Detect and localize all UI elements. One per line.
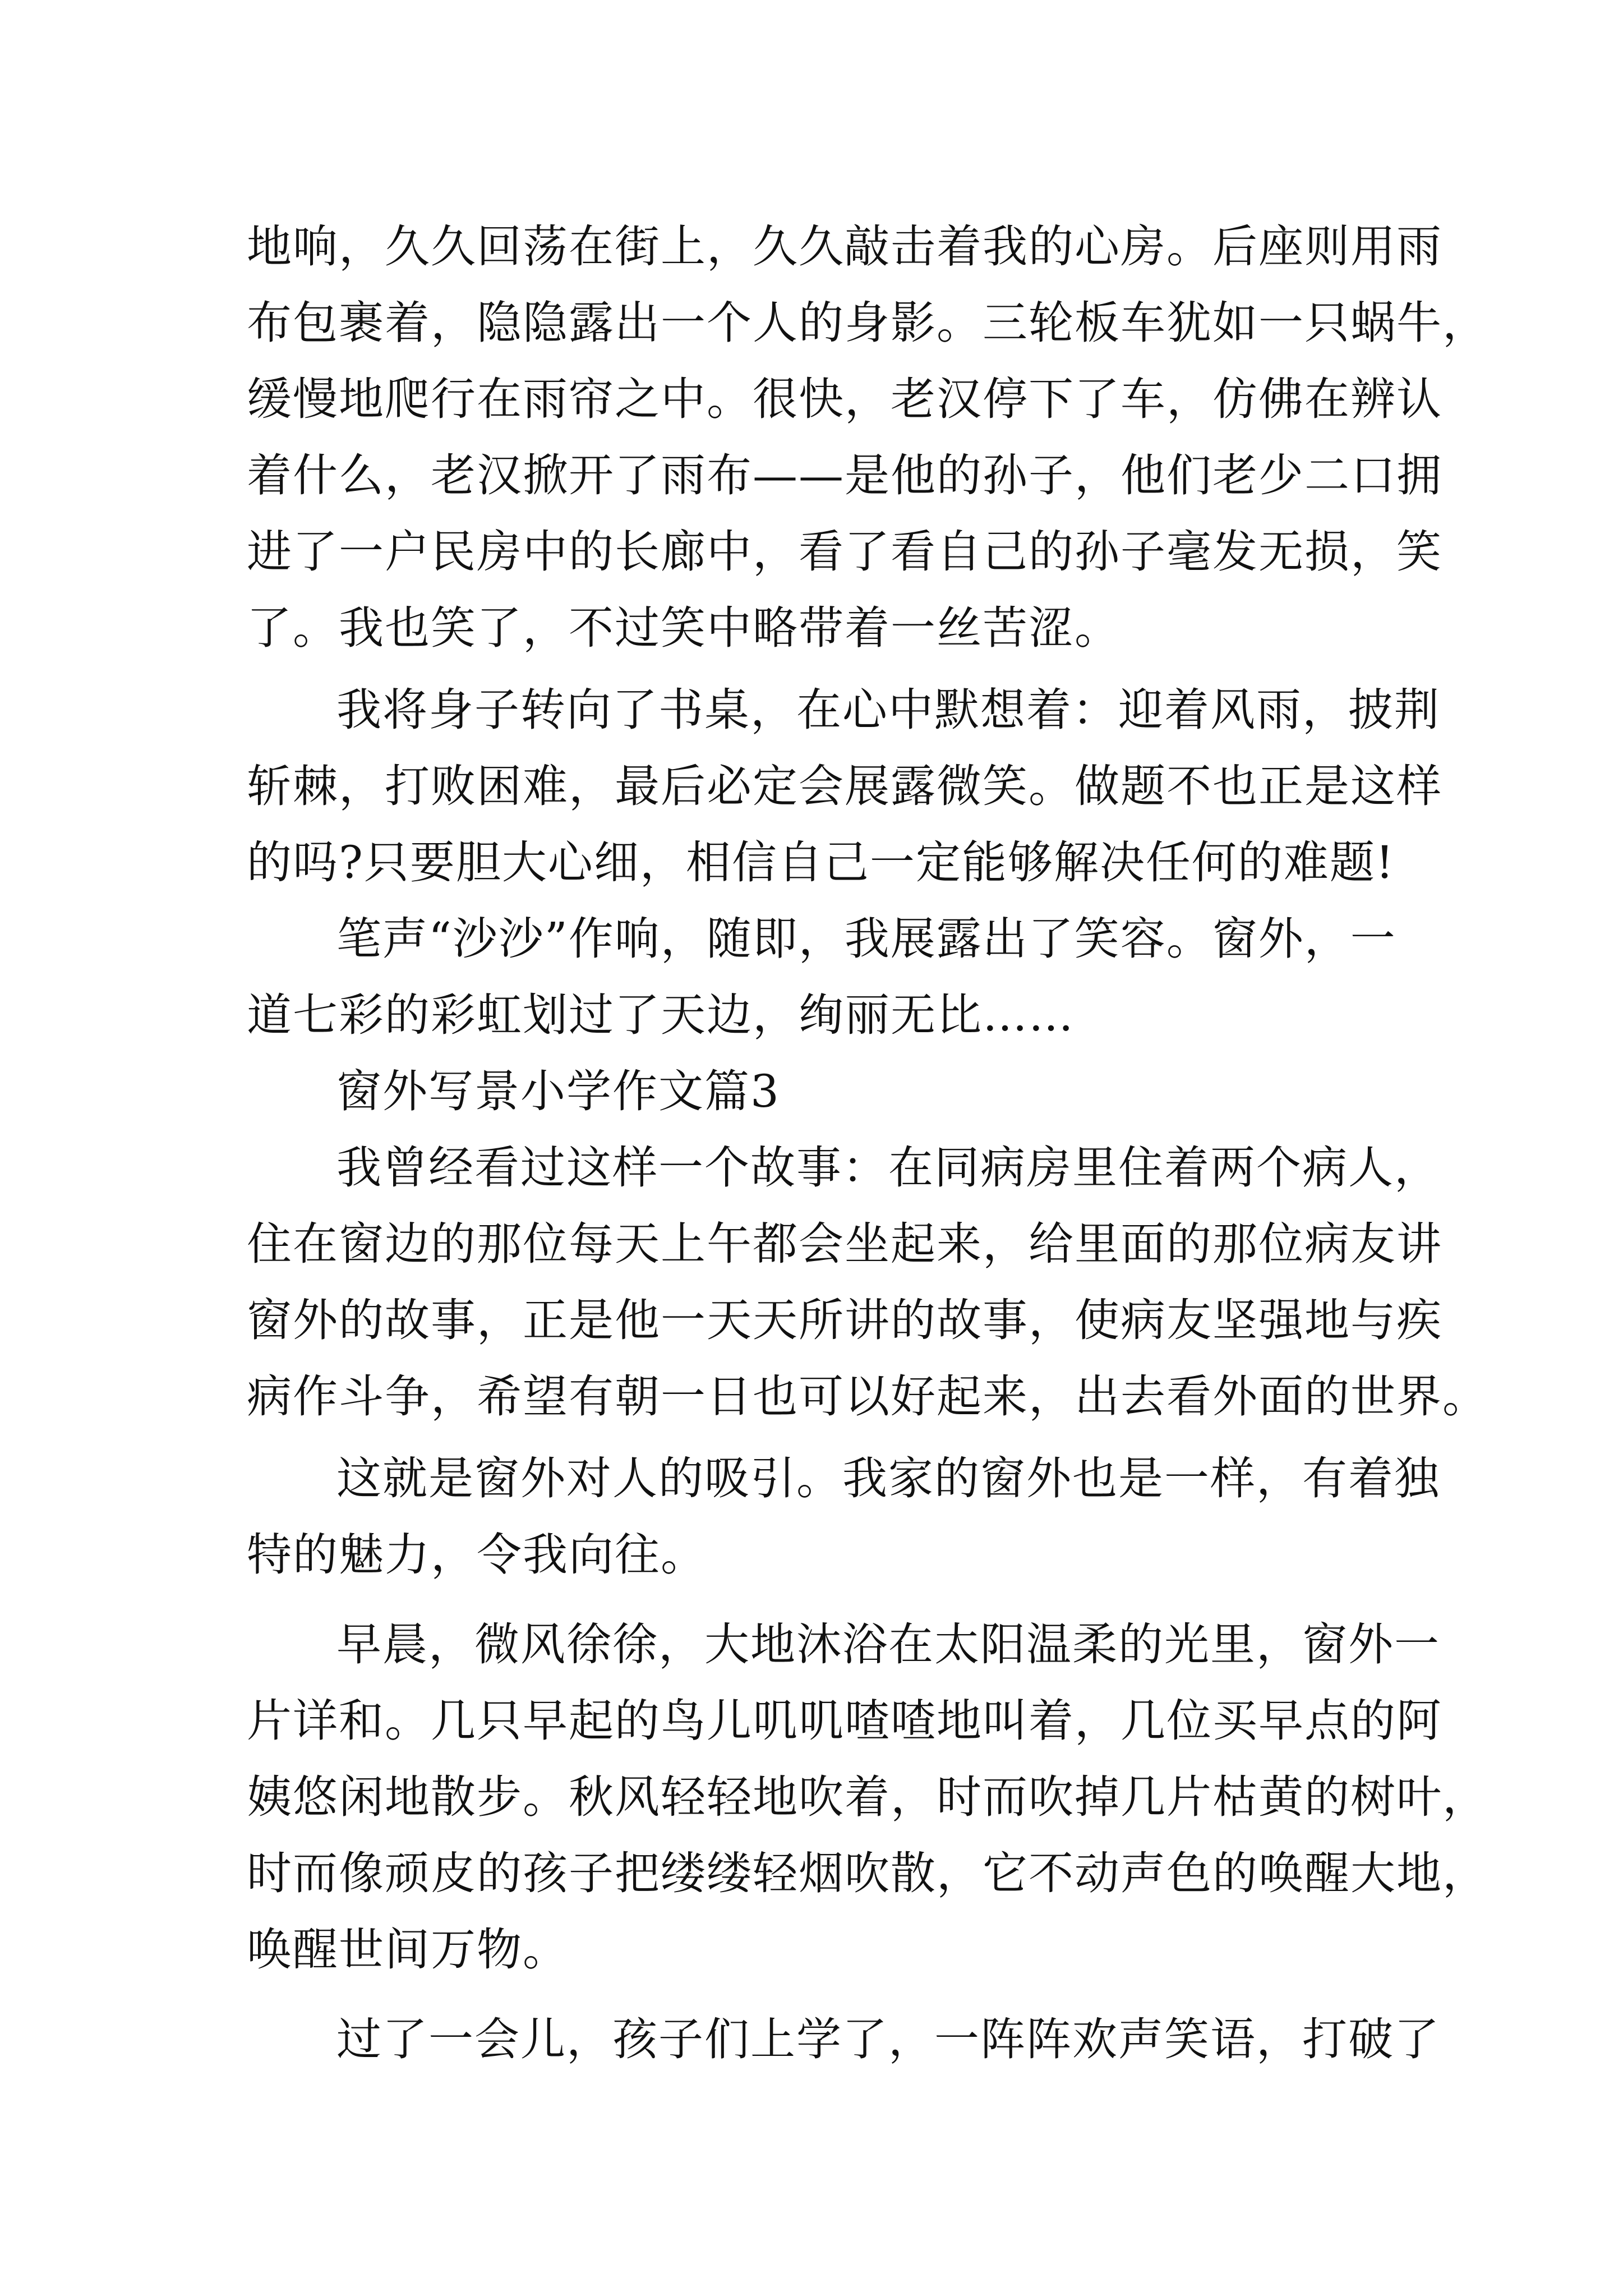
text-line: 道七彩的彩虹划过了天边，绚丽无比…… <box>247 989 1075 1041</box>
text-line: 缓慢地爬行在雨帘之中。很快，老汉停下了车，仿佛在辨认 <box>247 373 1442 425</box>
text-line: 斩棘，打败困难，最后必定会展露微笑。做题不也正是这样 <box>247 760 1442 812</box>
text-line: 时而像顽皮的孩子把缕缕轻烟吹散，它不动声色的唤醒大地， <box>247 1847 1488 1899</box>
text-line: 病作斗争，希望有朝一日也可以好起来，出去看外面的世界。 <box>247 1370 1488 1423</box>
paragraph-first-line: 早晨，微风徐徐，大地沐浴在太阳温柔的光里，窗外一 <box>336 1618 1440 1671</box>
paragraph-first-line: 过了一会儿，孩子们上学了，一阵阵欢声笑语，打破了 <box>336 2013 1440 2065</box>
paragraph-first-line: 这就是窗外对人的吸引。我家的窗外也是一样，有着独 <box>336 1452 1440 1504</box>
text-line: 了。我也笑了，不过笑中略带着一丝苦涩。 <box>247 602 1121 654</box>
section-heading: 窗外写景小学作文篇3 <box>336 1065 780 1117</box>
paragraph-first-line: 笔声“沙沙”作响，随即，我展露出了笑容。窗外，一 <box>336 913 1396 965</box>
text-line: 着什么，老汉掀开了雨布——是他的孙子，他们老少二口拥 <box>247 449 1442 501</box>
text-line: 片详和。几只早起的鸟儿叽叽喳喳地叫着，几位买早点的阿 <box>247 1695 1442 1747</box>
text-line: 特的魅力，令我向往。 <box>247 1529 707 1581</box>
text-line: 地响，久久回荡在街上，久久敲击着我的心房。后座则用雨 <box>247 220 1442 273</box>
essay-body <box>247 209 1488 2078</box>
text-line: 唤醒世间万物。 <box>247 1924 569 1976</box>
text-line: 进了一户民房中的长廊中，看了看自己的孙子毫发无损，笑 <box>247 526 1442 578</box>
paragraph-first-line: 我曾经看过这样一个故事：在同病房里住着两个病人， <box>336 1142 1440 1194</box>
text-line: 的吗?只要胆大心细，相信自己一定能够解决任何的难题! <box>247 836 1395 889</box>
text-line: 窗外的故事，正是他一天天所讲的故事，使病友坚强地与疾 <box>247 1294 1442 1346</box>
paragraph-first-line: 我将身子转向了书桌，在心中默想着：迎着风雨，披荆 <box>336 684 1440 736</box>
text-line: 布包裹着，隐隐露出一个人的身影。三轮板车犹如一只蜗牛， <box>247 297 1488 349</box>
text-line: 姨悠闲地散步。秋风轻轻地吹着，时而吹掉几片枯黄的树叶， <box>247 1771 1488 1823</box>
text-line: 住在窗边的那位每天上午都会坐起来，给里面的那位病友讲 <box>247 1218 1442 1270</box>
